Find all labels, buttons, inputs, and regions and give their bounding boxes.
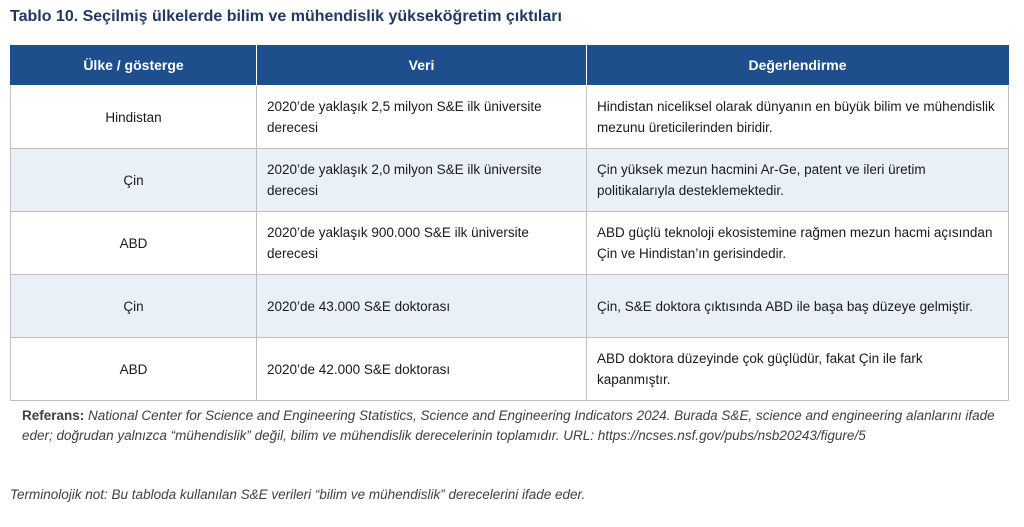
reference-block bbox=[22, 406, 1012, 446]
cell-assessment: Çin, S&E doktora çıktısında ABD ile başa baş düzeye gelmiştir. bbox=[587, 275, 1009, 338]
table-row bbox=[11, 338, 1009, 401]
cell-data: 2020’de yaklaşık 900.000 S&E ilk üniversite derecesi bbox=[257, 212, 587, 275]
cell-data: 2020’de yaklaşık 2,5 milyon S&E ilk üniversite derecesi bbox=[257, 86, 587, 149]
cell-data: 2020’de yaklaşık 2,0 milyon S&E ilk üniversite derecesi bbox=[257, 149, 587, 212]
cell-data: 2020’de 42.000 S&E doktorası bbox=[257, 338, 587, 401]
cell-country: Hindistan bbox=[11, 86, 257, 149]
reference-text: National Center for Science and Engineering Statistics, Science and Engineering Indicators 2024. Burada S&E, science and engineering alanlarını ifade eder; doğrudan yalnızca “mühendislik” değil, bilim ve mühendislik derecelerinin toplamıdır. URL: https://ncses.nsf.gov/pubs/nsb20243/figure/5 bbox=[22, 408, 995, 443]
cell-country: ABD bbox=[11, 338, 257, 401]
table-row bbox=[11, 149, 1009, 212]
header-country: Ülke / gösterge bbox=[11, 45, 257, 86]
data-table bbox=[10, 45, 1009, 401]
table-row bbox=[11, 212, 1009, 275]
cell-country: ABD bbox=[11, 212, 257, 275]
table-header-row bbox=[11, 45, 1009, 86]
reference-label: Referans: bbox=[22, 408, 85, 423]
cell-country: Çin bbox=[11, 275, 257, 338]
terminology-note: Terminolojik not: Bu tabloda kullanılan S&E verileri “bilim ve mühendislik” derecelerini ifade eder. bbox=[10, 487, 586, 502]
cell-data: 2020’de 43.000 S&E doktorası bbox=[257, 275, 587, 338]
table-row bbox=[11, 275, 1009, 338]
cell-assessment: Çin yüksek mezun hacmini Ar-Ge, patent ve ileri üretim politikalarıyla desteklemektedir. bbox=[587, 149, 1009, 212]
cell-assessment: Hindistan niceliksel olarak dünyanın en büyük bilim ve mühendislik mezunu üreticilerinden biridir. bbox=[587, 86, 1009, 149]
cell-assessment: ABD güçlü teknoloji ekosistemine rağmen mezun hacmi açısından Çin ve Hindistan’ın gerisindedir. bbox=[587, 212, 1009, 275]
header-data: Veri bbox=[257, 45, 587, 86]
table-row bbox=[11, 86, 1009, 149]
cell-assessment: ABD doktora düzeyinde çok güçlüdür, fakat Çin ile fark kapanmıştır. bbox=[587, 338, 1009, 401]
header-assessment: Değerlendirme bbox=[587, 45, 1009, 86]
cell-country: Çin bbox=[11, 149, 257, 212]
table-title: Tablo 10. Seçilmiş ülkelerde bilim ve mühendislik yükseköğretim çıktıları bbox=[10, 8, 562, 25]
